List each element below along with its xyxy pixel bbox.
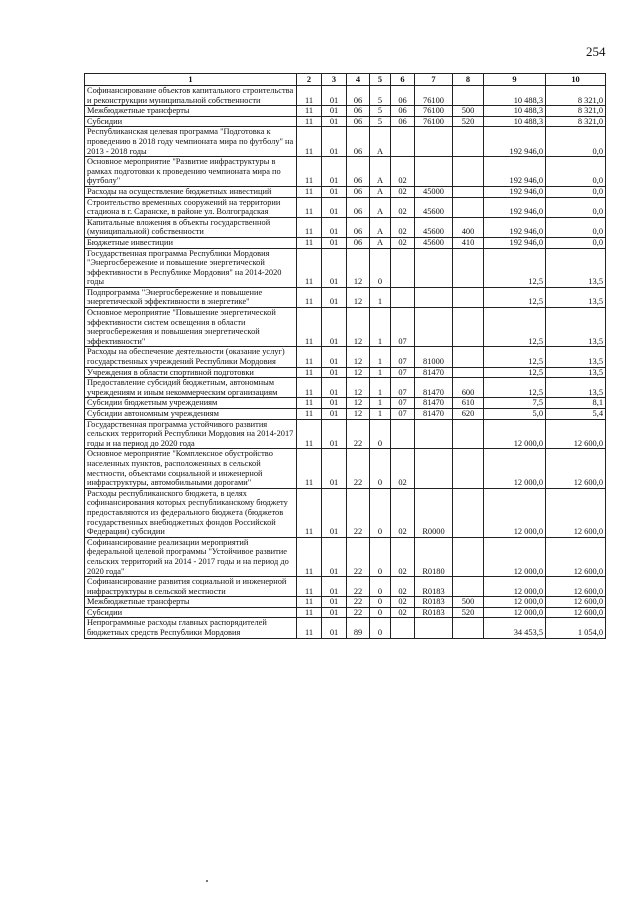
code-subprogram: 1 — [370, 378, 391, 398]
code-program: 22 — [347, 607, 370, 618]
amount-year-1: 7,5 — [484, 398, 546, 409]
code-activity: 02 — [391, 597, 415, 608]
code-program: 06 — [347, 127, 370, 157]
code-subsection: 01 — [322, 597, 347, 608]
code-subsection: 01 — [322, 419, 347, 449]
code-section: 11 — [297, 607, 322, 618]
code-activity: 02 — [391, 157, 415, 187]
amount-year-2: 12 600,0 — [546, 449, 606, 488]
amount-year-2: 12 600,0 — [546, 488, 606, 537]
table-row — [85, 347, 606, 367]
amount-year-1: 12 000,0 — [484, 419, 546, 449]
row-name: Межбюджетные трансферты — [85, 597, 297, 608]
table-row — [85, 106, 606, 117]
amount-year-1: 12,5 — [484, 347, 546, 367]
code-program: 22 — [347, 419, 370, 449]
amount-year-2: 0,0 — [546, 157, 606, 187]
code-direction — [415, 419, 453, 449]
code-direction: 81470 — [415, 398, 453, 409]
code-activity: 06 — [391, 86, 415, 106]
table-row — [85, 419, 606, 449]
amount-year-2: 13,5 — [546, 367, 606, 378]
code-activity — [391, 618, 415, 638]
row-name: Предоставление субсидий бюджетным, автономным учреждениям и иным некоммерческим организациям — [85, 378, 297, 398]
code-subprogram: 0 — [370, 248, 391, 287]
row-name: Капитальные вложения в объекты государственной (муниципальной) собственности — [85, 217, 297, 237]
table-row — [85, 597, 606, 608]
code-activity: 02 — [391, 197, 415, 217]
code-expense-type — [453, 308, 484, 347]
amount-year-2: 12 600,0 — [546, 537, 606, 576]
col-header: 6 — [391, 74, 415, 86]
code-direction: 45000 — [415, 186, 453, 197]
code-activity: 07 — [391, 398, 415, 409]
amount-year-1: 192 946,0 — [484, 127, 546, 157]
code-activity: 07 — [391, 347, 415, 367]
code-program: 06 — [347, 217, 370, 237]
code-direction: 45600 — [415, 217, 453, 237]
code-program: 06 — [347, 86, 370, 106]
code-expense-type — [453, 86, 484, 106]
code-direction: 45600 — [415, 237, 453, 248]
code-section: 11 — [297, 287, 322, 307]
code-section: 11 — [297, 367, 322, 378]
amount-year-2: 12 600,0 — [546, 419, 606, 449]
table-row — [85, 618, 606, 638]
code-subprogram: 1 — [370, 409, 391, 420]
row-name: Бюджетные инвестиции — [85, 237, 297, 248]
code-program: 06 — [347, 106, 370, 117]
code-subprogram: А — [370, 197, 391, 217]
code-section: 11 — [297, 378, 322, 398]
code-direction — [415, 248, 453, 287]
code-direction: R0183 — [415, 607, 453, 618]
code-program: 12 — [347, 287, 370, 307]
amount-year-2: 8 321,0 — [546, 86, 606, 106]
code-direction: 81000 — [415, 347, 453, 367]
amount-year-1: 192 946,0 — [484, 237, 546, 248]
code-section: 11 — [297, 116, 322, 127]
amount-year-1: 12,5 — [484, 378, 546, 398]
code-subsection: 01 — [322, 449, 347, 488]
code-expense-type: 600 — [453, 378, 484, 398]
code-activity: 02 — [391, 449, 415, 488]
code-subprogram: 1 — [370, 308, 391, 347]
code-activity: 02 — [391, 237, 415, 248]
code-subprogram: 1 — [370, 347, 391, 367]
code-activity: 02 — [391, 488, 415, 537]
amount-year-2: 12 600,0 — [546, 577, 606, 597]
code-subprogram: 5 — [370, 86, 391, 106]
code-program: 22 — [347, 577, 370, 597]
table-row — [85, 378, 606, 398]
code-subsection: 01 — [322, 248, 347, 287]
code-section: 11 — [297, 537, 322, 576]
code-expense-type: 500 — [453, 106, 484, 117]
row-name: Расходы на обеспечение деятельности (оказание услуг) государственных учреждений Республики Мордовия — [85, 347, 297, 367]
code-section: 11 — [297, 217, 322, 237]
code-activity: 07 — [391, 409, 415, 420]
code-subsection: 01 — [322, 157, 347, 187]
code-subsection: 01 — [322, 378, 347, 398]
row-name: Строительство временных сооружений на территории стадиона в г. Саранске, в районе ул. Волгоградская — [85, 197, 297, 217]
code-program: 06 — [347, 197, 370, 217]
row-name: Государственная программа устойчивого развития сельских территорий Республики Мордовия на 2014-2017 годы и на период до 2020 года — [85, 419, 297, 449]
code-section: 11 — [297, 186, 322, 197]
amount-year-1: 10 488,3 — [484, 106, 546, 117]
code-direction: 45600 — [415, 197, 453, 217]
row-name: Учреждения в области спортивной подготовки — [85, 367, 297, 378]
code-activity — [391, 248, 415, 287]
code-subsection: 01 — [322, 398, 347, 409]
code-expense-type — [453, 577, 484, 597]
code-program: 06 — [347, 116, 370, 127]
code-program: 89 — [347, 618, 370, 638]
col-header: 2 — [297, 74, 322, 86]
code-direction: 76100 — [415, 116, 453, 127]
code-expense-type: 520 — [453, 116, 484, 127]
code-expense-type — [453, 537, 484, 576]
amount-year-1: 12,5 — [484, 287, 546, 307]
code-program: 22 — [347, 488, 370, 537]
code-section: 11 — [297, 577, 322, 597]
row-name: Расходы республиканского бюджета, в целях софинансирования которых республиканскому бюджету предоставляются из федерального бюджета (бюджетов государственных внебюджетных фондов Российской Федерации) субсидии — [85, 488, 297, 537]
row-name: Основное мероприятие "Повышение энергетической эффективности систем освещения в области энергосбережения и повышения энергетической эффективности" — [85, 308, 297, 347]
amount-year-2: 8 321,0 — [546, 116, 606, 127]
code-section: 11 — [297, 347, 322, 367]
table-row — [85, 116, 606, 127]
table-row — [85, 248, 606, 287]
amount-year-1: 12,5 — [484, 308, 546, 347]
code-section: 11 — [297, 618, 322, 638]
code-expense-type: 520 — [453, 607, 484, 618]
code-activity: 06 — [391, 116, 415, 127]
code-direction — [415, 449, 453, 488]
code-section: 11 — [297, 419, 322, 449]
code-subsection: 01 — [322, 607, 347, 618]
table-row — [85, 237, 606, 248]
amount-year-1: 12 000,0 — [484, 449, 546, 488]
code-subsection: 01 — [322, 237, 347, 248]
code-activity — [391, 419, 415, 449]
code-subsection: 01 — [322, 537, 347, 576]
code-subsection: 01 — [322, 197, 347, 217]
table-row — [85, 398, 606, 409]
code-direction: R0000 — [415, 488, 453, 537]
code-expense-type — [453, 287, 484, 307]
code-section: 11 — [297, 197, 322, 217]
row-name: Софинансирование развития социальной и инженерной инфраструктуры в сельской местности — [85, 577, 297, 597]
code-subsection: 01 — [322, 367, 347, 378]
code-direction: 76100 — [415, 106, 453, 117]
code-direction — [415, 287, 453, 307]
code-section: 11 — [297, 597, 322, 608]
code-section: 11 — [297, 106, 322, 117]
code-section: 11 — [297, 449, 322, 488]
code-subprogram: 0 — [370, 577, 391, 597]
amount-year-2: 0,0 — [546, 127, 606, 157]
amount-year-2: 13,5 — [546, 347, 606, 367]
code-section: 11 — [297, 248, 322, 287]
code-activity: 02 — [391, 186, 415, 197]
code-expense-type: 620 — [453, 409, 484, 420]
code-section: 11 — [297, 86, 322, 106]
amount-year-1: 12,5 — [484, 367, 546, 378]
code-expense-type — [453, 347, 484, 367]
code-subsection: 01 — [322, 116, 347, 127]
code-section: 11 — [297, 409, 322, 420]
code-subsection: 01 — [322, 217, 347, 237]
code-program: 22 — [347, 537, 370, 576]
code-subprogram: 1 — [370, 287, 391, 307]
row-name: Подпрограмма "Энергосбережение и повышение энергетической эффективности в энергетике" — [85, 287, 297, 307]
code-direction: R0183 — [415, 577, 453, 597]
code-program: 12 — [347, 409, 370, 420]
row-name: Республиканская целевая программа "Подготовка к проведению в 2018 году чемпионата мира по футболу" на 2013 - 2018 годы — [85, 127, 297, 157]
code-expense-type — [453, 618, 484, 638]
amount-year-2: 12 600,0 — [546, 597, 606, 608]
page-number: 254 — [586, 44, 606, 59]
col-header: 1 — [85, 74, 297, 86]
table-row — [85, 367, 606, 378]
code-section: 11 — [297, 398, 322, 409]
code-program: 06 — [347, 237, 370, 248]
amount-year-2: 0,0 — [546, 186, 606, 197]
amount-year-1: 192 946,0 — [484, 217, 546, 237]
header-row — [85, 74, 606, 86]
amount-year-1: 192 946,0 — [484, 197, 546, 217]
amount-year-2: 13,5 — [546, 308, 606, 347]
code-section: 11 — [297, 308, 322, 347]
code-subsection: 01 — [322, 186, 347, 197]
code-expense-type: 410 — [453, 237, 484, 248]
scan-dot — [206, 880, 208, 882]
code-expense-type — [453, 367, 484, 378]
code-subsection: 01 — [322, 127, 347, 157]
col-header: 3 — [322, 74, 347, 86]
code-expense-type — [453, 419, 484, 449]
code-direction — [415, 157, 453, 187]
code-subprogram: А — [370, 237, 391, 248]
code-expense-type — [453, 197, 484, 217]
amount-year-2: 5,4 — [546, 409, 606, 420]
code-subprogram: 1 — [370, 367, 391, 378]
table-row — [85, 157, 606, 187]
row-name: Софинансирование реализации мероприятий федеральной целевой программы "Устойчивое развитие сельских территорий на 2014 - 2017 годы и на период до 2020 года" — [85, 537, 297, 576]
code-activity: 02 — [391, 577, 415, 597]
amount-year-1: 12,5 — [484, 248, 546, 287]
code-section: 11 — [297, 488, 322, 537]
table-row — [85, 197, 606, 217]
code-subsection: 01 — [322, 409, 347, 420]
amount-year-1: 12 000,0 — [484, 597, 546, 608]
table-row — [85, 127, 606, 157]
code-subprogram: А — [370, 217, 391, 237]
code-program: 12 — [347, 378, 370, 398]
code-subprogram: 0 — [370, 618, 391, 638]
code-program: 22 — [347, 597, 370, 608]
code-direction: 81470 — [415, 409, 453, 420]
amount-year-1: 10 488,3 — [484, 116, 546, 127]
code-direction: 76100 — [415, 86, 453, 106]
code-program: 12 — [347, 347, 370, 367]
code-expense-type — [453, 449, 484, 488]
code-subprogram: 0 — [370, 488, 391, 537]
col-header: 10 — [546, 74, 606, 86]
table-row — [85, 449, 606, 488]
amount-year-1: 12 000,0 — [484, 577, 546, 597]
code-subprogram: 1 — [370, 398, 391, 409]
budget-table — [84, 73, 606, 639]
code-section: 11 — [297, 127, 322, 157]
col-header: 7 — [415, 74, 453, 86]
code-expense-type — [453, 157, 484, 187]
amount-year-2: 13,5 — [546, 287, 606, 307]
table-row — [85, 488, 606, 537]
amount-year-2: 0,0 — [546, 217, 606, 237]
table-row — [85, 409, 606, 420]
table-row — [85, 577, 606, 597]
amount-year-1: 192 946,0 — [484, 186, 546, 197]
code-activity: 06 — [391, 106, 415, 117]
code-subprogram: 5 — [370, 116, 391, 127]
code-subsection: 01 — [322, 577, 347, 597]
code-direction — [415, 618, 453, 638]
table-row — [85, 217, 606, 237]
table-row — [85, 86, 606, 106]
col-header: 5 — [370, 74, 391, 86]
amount-year-1: 5,0 — [484, 409, 546, 420]
col-header: 8 — [453, 74, 484, 86]
amount-year-2: 0,0 — [546, 197, 606, 217]
code-subprogram: А — [370, 127, 391, 157]
code-expense-type: 610 — [453, 398, 484, 409]
code-subprogram: 0 — [370, 537, 391, 576]
code-subprogram: 0 — [370, 607, 391, 618]
code-activity: 07 — [391, 308, 415, 347]
code-subsection: 01 — [322, 347, 347, 367]
code-subprogram: 0 — [370, 419, 391, 449]
amount-year-2: 13,5 — [546, 248, 606, 287]
table-body — [85, 86, 606, 639]
table-row — [85, 186, 606, 197]
code-activity: 02 — [391, 607, 415, 618]
code-direction: R0183 — [415, 597, 453, 608]
amount-year-1: 192 946,0 — [484, 157, 546, 187]
col-header: 4 — [347, 74, 370, 86]
amount-year-1: 10 488,3 — [484, 86, 546, 106]
code-subprogram: А — [370, 157, 391, 187]
code-direction — [415, 308, 453, 347]
code-subprogram: 5 — [370, 106, 391, 117]
code-expense-type: 500 — [453, 597, 484, 608]
code-activity — [391, 287, 415, 307]
amount-year-2: 0,0 — [546, 237, 606, 248]
amount-year-2: 12 600,0 — [546, 607, 606, 618]
code-subsection: 01 — [322, 488, 347, 537]
col-header: 9 — [484, 74, 546, 86]
row-name: Расходы на осуществление бюджетных инвестиций — [85, 186, 297, 197]
code-direction: 81470 — [415, 367, 453, 378]
table-row — [85, 308, 606, 347]
amount-year-1: 34 453,5 — [484, 618, 546, 638]
code-subsection: 01 — [322, 287, 347, 307]
table-row — [85, 607, 606, 618]
code-program: 06 — [347, 157, 370, 187]
code-direction — [415, 127, 453, 157]
row-name: Межбюджетные трансферты — [85, 106, 297, 117]
row-name: Софинансирование объектов капитального строительства и реконструкции муниципальной собственности — [85, 86, 297, 106]
code-program: 12 — [347, 398, 370, 409]
code-program: 06 — [347, 186, 370, 197]
amount-year-2: 1 054,0 — [546, 618, 606, 638]
amount-year-2: 8,1 — [546, 398, 606, 409]
amount-year-2: 13,5 — [546, 378, 606, 398]
code-direction: R0180 — [415, 537, 453, 576]
table-row — [85, 287, 606, 307]
code-subprogram: 0 — [370, 449, 391, 488]
table-row — [85, 537, 606, 576]
row-name: Субсидии — [85, 607, 297, 618]
code-subsection: 01 — [322, 86, 347, 106]
row-name: Государственная программа Республики Мордовия "Энергосбережение и повышение энергетической эффективности в Республике Мордовия" на 2014-2020 годы — [85, 248, 297, 287]
code-expense-type — [453, 127, 484, 157]
code-activity: 07 — [391, 378, 415, 398]
amount-year-1: 12 000,0 — [484, 607, 546, 618]
code-subsection: 01 — [322, 308, 347, 347]
code-activity: 02 — [391, 537, 415, 576]
code-activity: 07 — [391, 367, 415, 378]
code-program: 22 — [347, 449, 370, 488]
row-name: Субсидии автономным учреждениям — [85, 409, 297, 420]
code-direction: 81470 — [415, 378, 453, 398]
code-section: 11 — [297, 157, 322, 187]
code-subprogram: А — [370, 186, 391, 197]
row-name: Субсидии бюджетным учреждениям — [85, 398, 297, 409]
code-program: 12 — [347, 308, 370, 347]
code-subsection: 01 — [322, 618, 347, 638]
code-section: 11 — [297, 237, 322, 248]
row-name: Основное мероприятие "Комплексное обустройство населенных пунктов, расположенных в сельской местности, объектами социальной и инженерной инфраструктуры, автомобильными дорогами" — [85, 449, 297, 488]
code-subsection: 01 — [322, 106, 347, 117]
code-expense-type — [453, 186, 484, 197]
code-expense-type — [453, 248, 484, 287]
code-expense-type: 400 — [453, 217, 484, 237]
code-program: 12 — [347, 248, 370, 287]
code-program: 12 — [347, 367, 370, 378]
row-name: Непрограммные расходы главных распорядителей бюджетных средств Республики Мордовия — [85, 618, 297, 638]
row-name: Основное мероприятие "Развитие инфраструктуры в рамках подготовки к проведению чемпионата мира по футболу" — [85, 157, 297, 187]
amount-year-1: 12 000,0 — [484, 488, 546, 537]
code-activity: 02 — [391, 217, 415, 237]
row-name: Субсидии — [85, 116, 297, 127]
amount-year-2: 8 321,0 — [546, 106, 606, 117]
code-subprogram: 0 — [370, 597, 391, 608]
amount-year-1: 12 000,0 — [484, 537, 546, 576]
code-activity — [391, 127, 415, 157]
code-expense-type — [453, 488, 484, 537]
